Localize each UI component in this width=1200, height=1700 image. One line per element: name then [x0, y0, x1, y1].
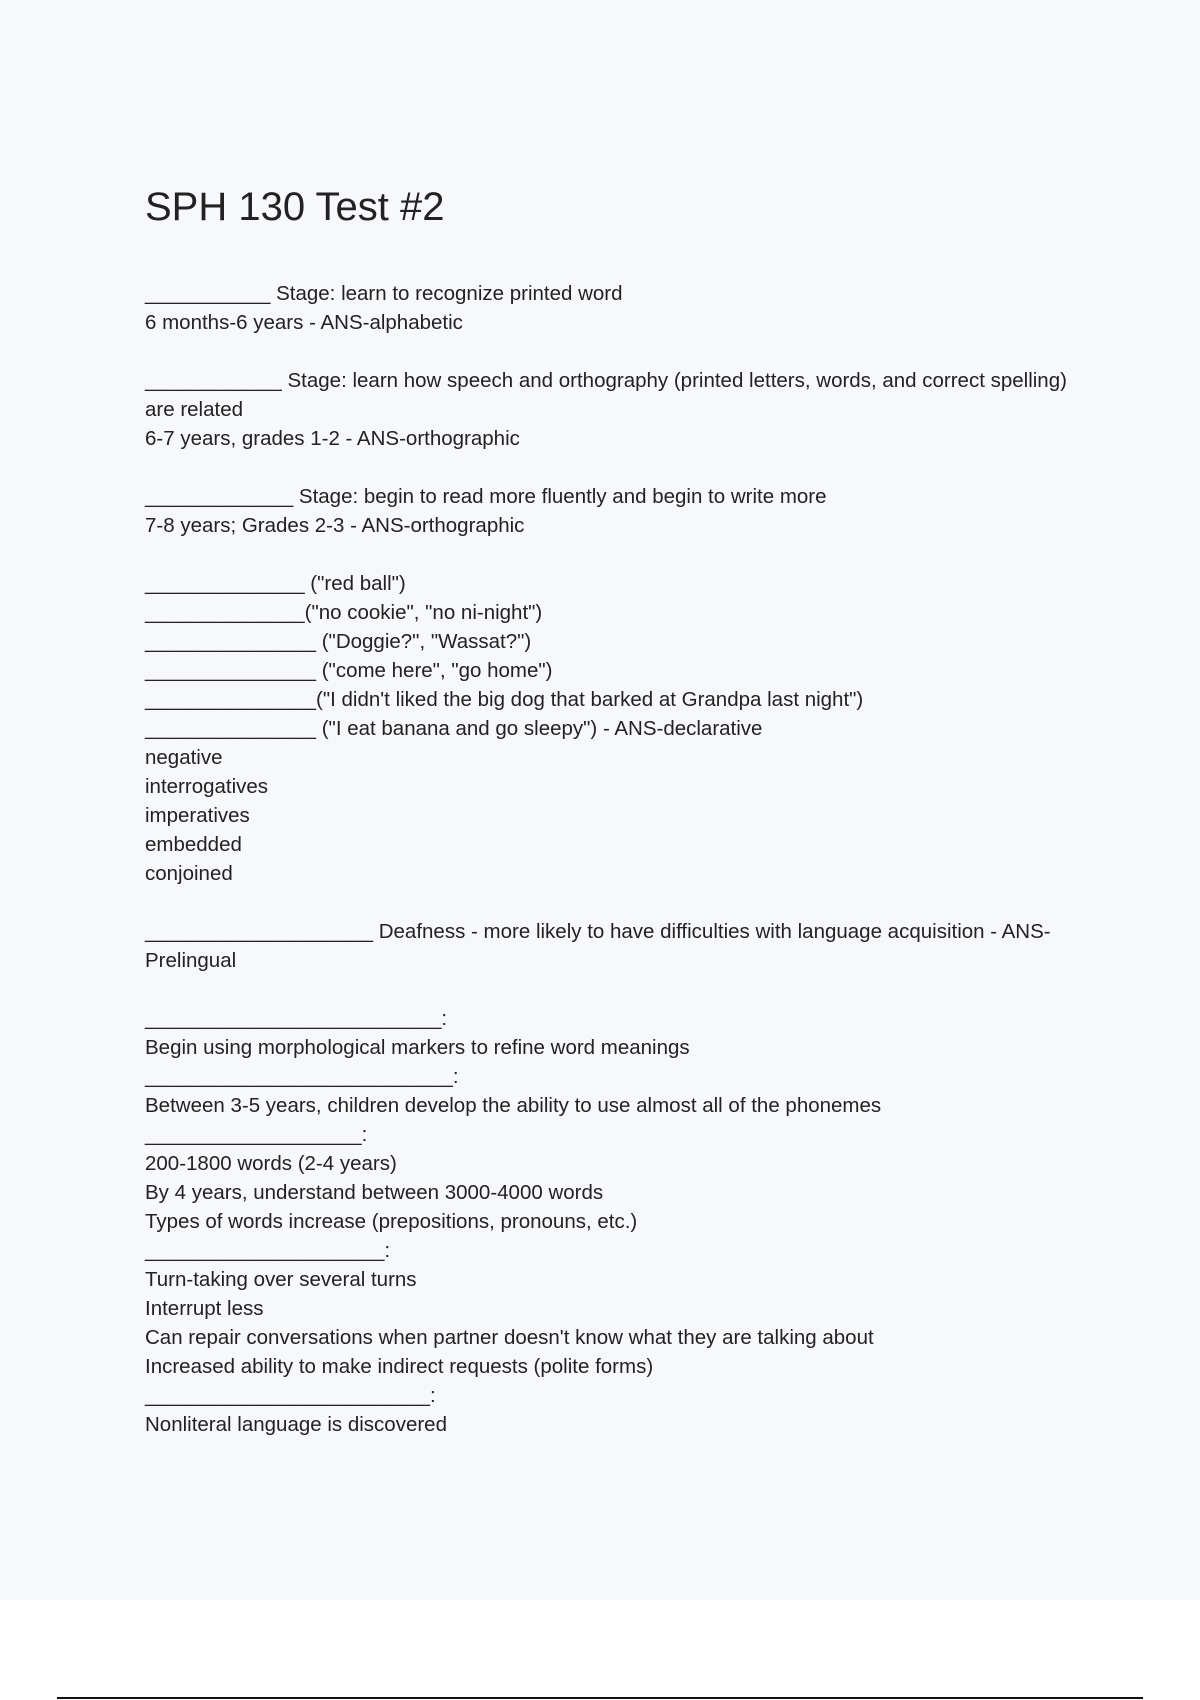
spacer	[145, 888, 1085, 917]
answer-line: imperatives	[145, 804, 250, 827]
question-line: ___________ Stage: learn to recognize printed word	[145, 282, 623, 305]
answer-line: 6 months-6 years - ANS-alphabetic	[145, 311, 463, 334]
answer-line: Nonliteral language is discovered	[145, 1413, 447, 1436]
question-line: _______________("I didn't liked the big dog that barked at Grandpa last night")	[145, 688, 864, 711]
spacer	[145, 975, 1085, 1004]
answer-line: Increased ability to make indirect requests (polite forms)	[145, 1355, 654, 1378]
question-line: ____________ Stage: learn how speech and orthography (printed letters, words, and correct spelling) are related	[145, 369, 1067, 421]
question-line: ___________________:	[145, 1123, 368, 1146]
answer-line: negative	[145, 746, 223, 769]
question-line: ______________("no cookie", "no ni-night")	[145, 601, 543, 624]
answer-line: Can repair conversations when partner doesn't know what they are talking about	[145, 1326, 874, 1349]
answer-line: By 4 years, understand between 3000-4000 words	[145, 1181, 604, 1204]
question-line: ___________________________:	[145, 1065, 459, 1088]
answer-line: interrogatives	[145, 775, 269, 798]
answer-line: Turn-taking over several turns	[145, 1268, 417, 1291]
question-line: _______________ ("come here", "go home")	[145, 659, 553, 682]
answer-line: Between 3-5 years, children develop the ability to use almost all of the phonemes	[145, 1094, 882, 1117]
spacer	[145, 337, 1085, 366]
question-line: _______________ ("I eat banana and go sleepy") - ANS-declarative	[145, 717, 763, 740]
answer-line: 6-7 years, grades 1-2 - ANS-orthographic	[145, 427, 520, 450]
question-line: ____________________ Deafness - more likely to have difficulties with language acquisition - ANS-Prelingual	[145, 920, 1051, 972]
spacer	[145, 540, 1085, 569]
page-title: SPH 130 Test #2	[145, 185, 445, 229]
question-line: _____________ Stage: begin to read more fluently and begin to write more	[145, 485, 827, 508]
document-body	[145, 279, 1085, 1439]
question-line: _______________ ("Doggie?", "Wassat?")	[145, 630, 532, 653]
answer-line: Types of words increase (prepositions, pronouns, etc.)	[145, 1210, 638, 1233]
answer-line: conjoined	[145, 862, 233, 885]
answer-line: Interrupt less	[145, 1297, 264, 1320]
spacer	[145, 453, 1085, 482]
question-line: _____________________:	[145, 1239, 391, 1262]
answer-line: embedded	[145, 833, 242, 856]
answer-line: 7-8 years; Grades 2-3 - ANS-orthographic	[145, 514, 525, 537]
answer-line: Begin using morphological markers to refine word meanings	[145, 1036, 690, 1059]
answer-line: 200-1800 words (2-4 years)	[145, 1152, 397, 1175]
question-line: ______________ ("red ball")	[145, 572, 406, 595]
question-line: __________________________:	[145, 1007, 448, 1030]
question-line: _________________________:	[145, 1384, 436, 1407]
footer-divider	[57, 1697, 1143, 1699]
